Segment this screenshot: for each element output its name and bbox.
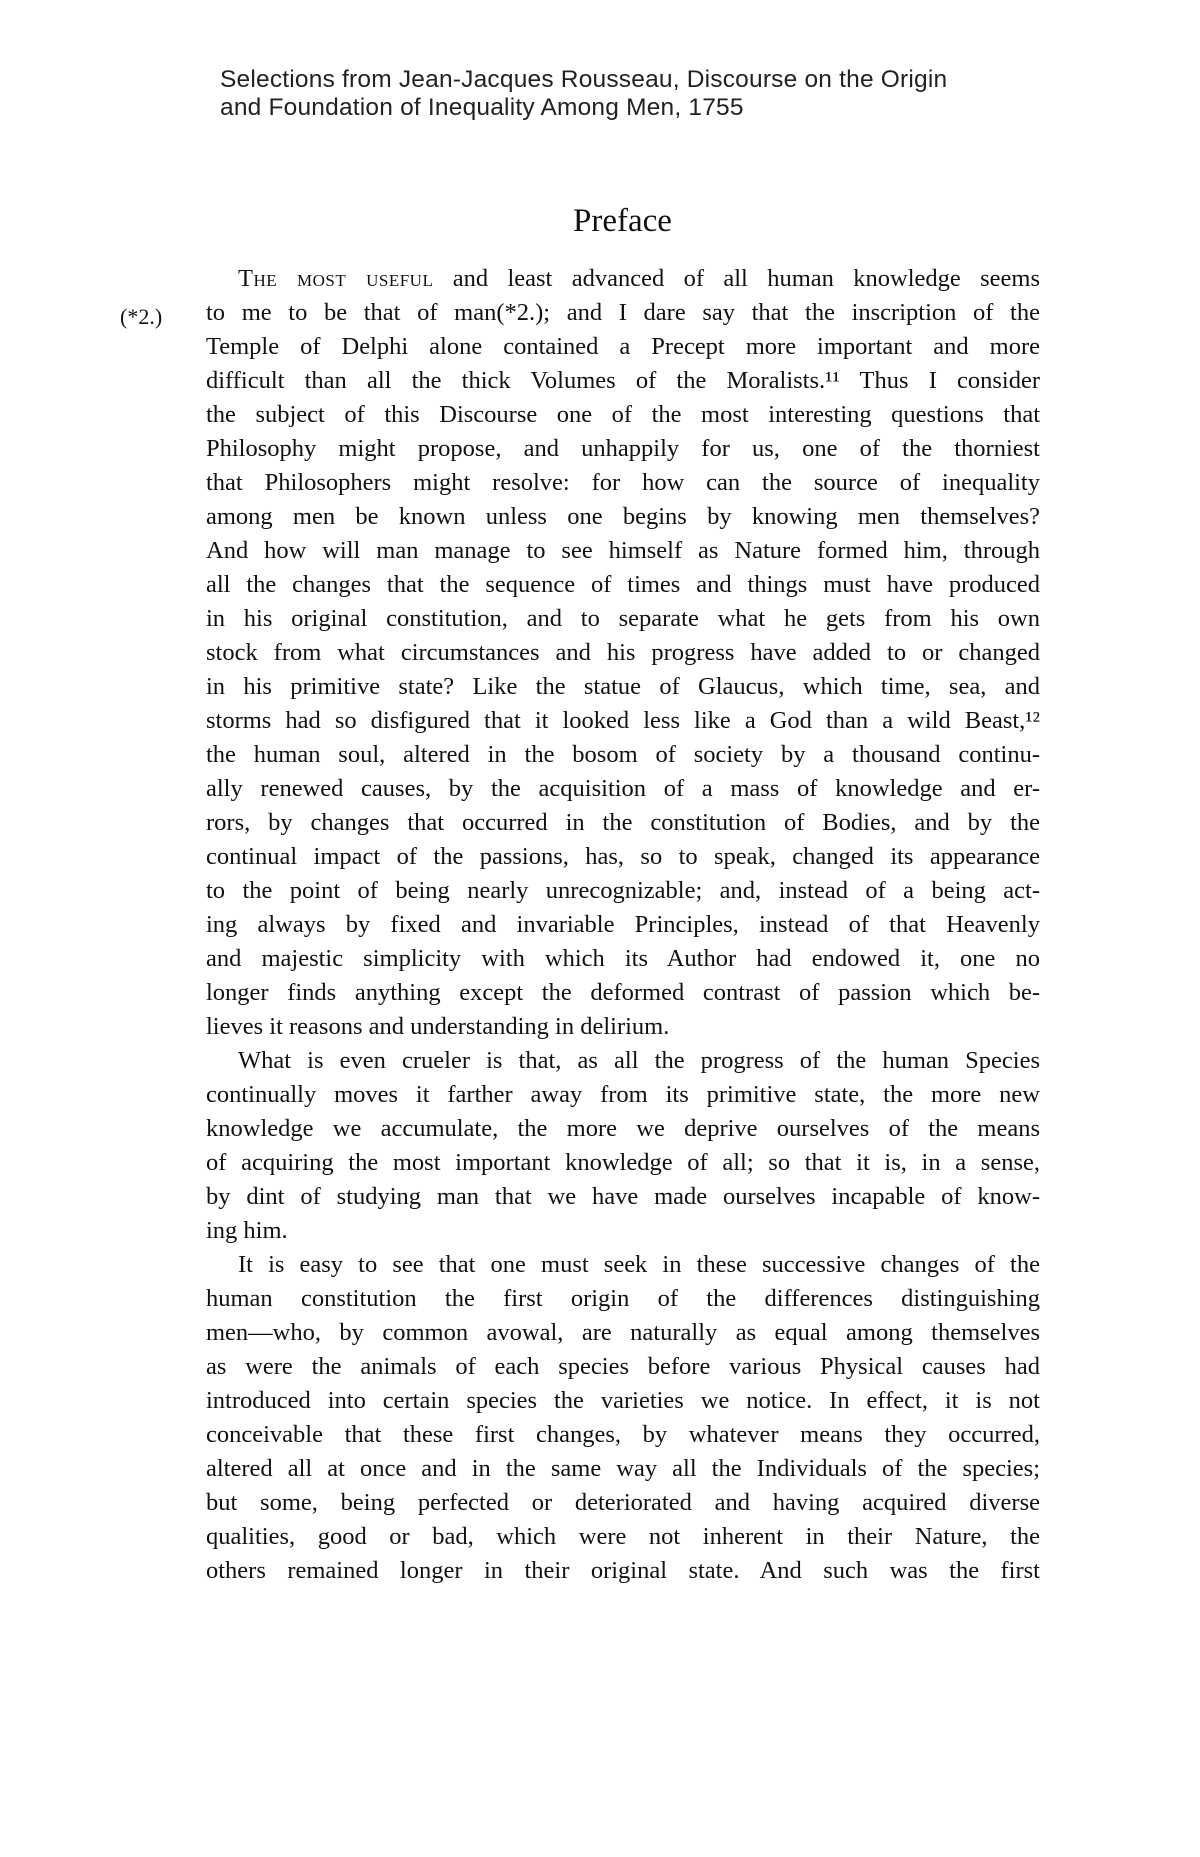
text-line: The most useful and least advanced of all human knowledge seems (238, 265, 1040, 292)
text-line: continually moves it farther away from its primitive state, the more new (206, 1081, 1040, 1108)
text-line: continual impact of the passions, has, so to speak, changed its appearance (206, 843, 1040, 870)
text-line: longer finds anything except the deformed contrast of passion which be- (206, 979, 1040, 1006)
text-line: as were the animals of each species before various Physical causes had (206, 1353, 1040, 1380)
header-caption-line: Selections from Jean-Jacques Rousseau, Discourse on the Origin (220, 66, 948, 93)
document-header (220, 66, 1100, 122)
text-line: It is easy to see that one must seek in these successive changes of the (238, 1251, 1040, 1278)
text-line: storms had so disfigured that it looked less like a God than a wild Beast,¹² (206, 707, 1040, 734)
text-line: but some, being perfected or deteriorated and having acquired diverse (206, 1489, 1040, 1516)
text-line: to me to be that of man(*2.); and I dare say that the inscription of the (206, 299, 1040, 326)
text-line: in his original constitution, and to separate what he gets from his own (206, 605, 1040, 632)
text-line: Philosophy might propose, and unhappily for us, one of the thorniest (206, 435, 1040, 462)
text-line: conceivable that these first changes, by whatever means they occurred, (206, 1421, 1040, 1448)
section-title: Preface (573, 203, 672, 239)
text-line: lieves it reasons and understanding in delirium. (206, 1013, 670, 1040)
text-line: ing always by fixed and invariable Principles, instead of that Heavenly (206, 911, 1040, 938)
text-line: all the changes that the sequence of times and things must have produced (206, 571, 1040, 598)
text-line: in his primitive state? Like the statue of Glaucus, which time, sea, and (206, 673, 1040, 700)
text-line: the human soul, altered in the bosom of society by a thousand continu- (206, 741, 1040, 768)
text-line: And how will man manage to see himself as Nature formed him, through (206, 537, 1040, 564)
text-line: stock from what circumstances and his progress have added to or changed (206, 639, 1040, 666)
text-line: altered all at once and in the same way all the Individuals of the species; (206, 1455, 1040, 1482)
text-line: human constitution the first origin of the differences distinguishing (206, 1285, 1040, 1312)
text-line: men—who, by common avowal, are naturally as equal among themselves (206, 1319, 1040, 1346)
text-line: rors, by changes that occurred in the constitution of Bodies, and by the (206, 809, 1040, 836)
text-line: difficult than all the thick Volumes of the Moralists.¹¹ Thus I consider (206, 367, 1040, 394)
text-line: to the point of being nearly unrecognizable; and, instead of a being act- (206, 877, 1040, 904)
text-line: What is even crueler is that, as all the progress of the human Species (238, 1047, 1040, 1074)
text-line: qualities, good or bad, which were not inherent in their Nature, the (206, 1523, 1040, 1550)
text-line: the subject of this Discourse one of the most interesting questions that (206, 401, 1040, 428)
text-line: knowledge we accumulate, the more we deprive ourselves of the means (206, 1115, 1040, 1142)
header-caption-line: and Foundation of Inequality Among Men, 1755 (220, 94, 744, 121)
text-line: ing him. (206, 1217, 288, 1244)
text-line: ally renewed causes, by the acquisition of a mass of knowledge and er- (206, 775, 1040, 802)
margin-note: (*2.) (120, 304, 163, 329)
text-line: that Philosophers might resolve: for how can the source of inequality (206, 469, 1040, 496)
lead-smallcaps: The most useful (238, 265, 434, 292)
text-line: by dint of studying man that we have made ourselves incapable of know- (206, 1183, 1040, 1210)
body-text (206, 262, 1040, 1588)
text-line: of acquiring the most important knowledge of all; so that it is, in a sense, (206, 1149, 1040, 1176)
text-line: and majestic simplicity with which its Author had endowed it, one no (206, 945, 1040, 972)
text-line: introduced into certain species the varieties we notice. In effect, it is not (206, 1387, 1040, 1414)
text-line: Temple of Delphi alone contained a Precept more important and more (206, 333, 1040, 360)
text-line: among men be known unless one begins by knowing men themselves? (206, 503, 1040, 530)
text-line: others remained longer in their original state. And such was the first (206, 1557, 1040, 1584)
